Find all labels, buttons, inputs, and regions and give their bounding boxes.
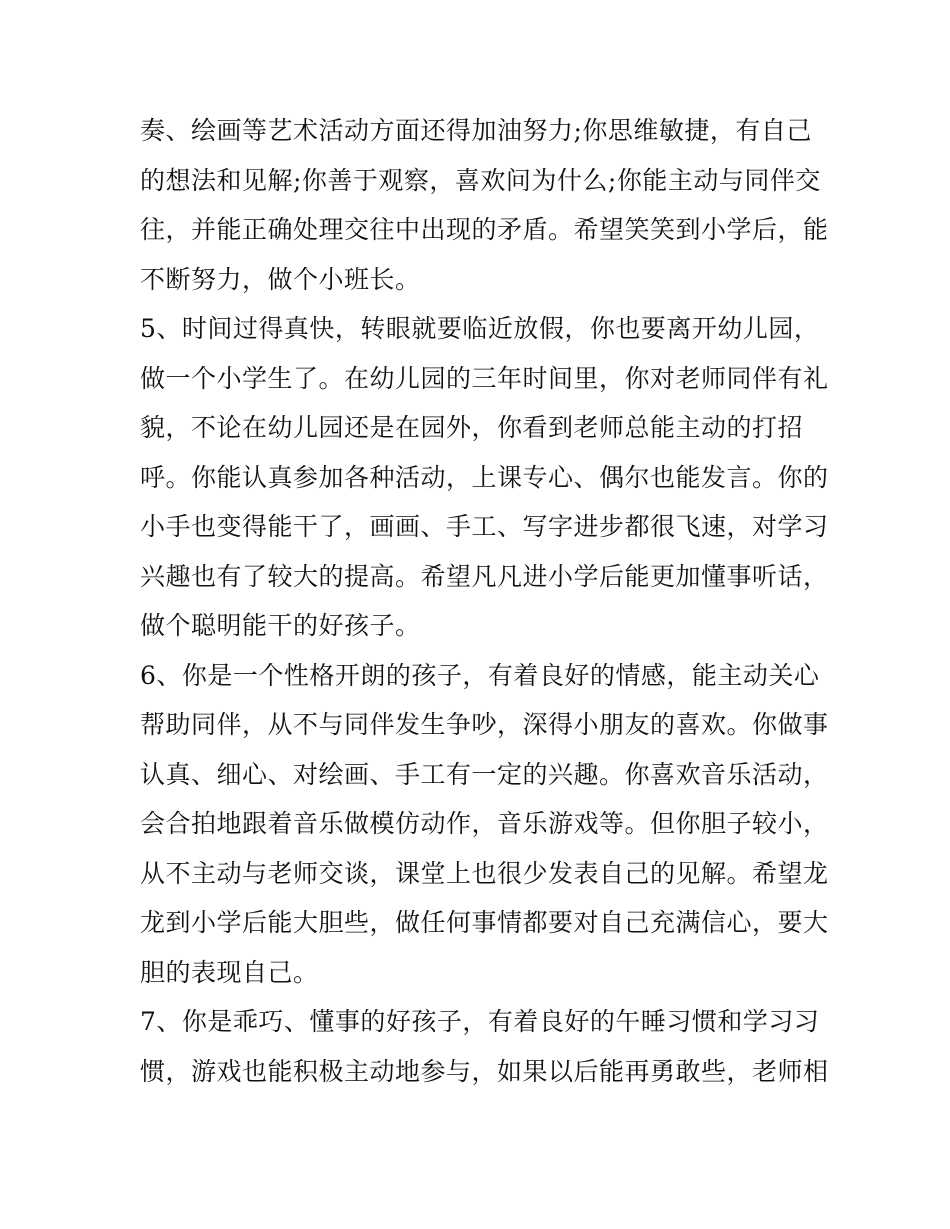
text-line: 奏、绘画等艺术活动方面还得加油努力;你思维敏捷，有自己 [140, 116, 812, 145]
text-line: 会合拍地跟着音乐做模仿动作，音乐游戏等。但你胆子较小， [140, 809, 829, 838]
text-line: 7、你是乖巧、懂事的好孩子，有着良好的午睡习惯和学习习 [140, 1007, 820, 1036]
text-line: 做一个小学生了。在幼儿园的三年时间里，你对老师同伴有礼 [140, 363, 829, 393]
text-line: 貌，不论在幼儿园还是在园外，你看到老师总能主动的打招 [140, 413, 804, 442]
text-line: 5、时间过得真快，转眼就要临近放假，你也要离开幼儿园， [140, 314, 820, 343]
text-line: 龙到小学后能大胆些，做任何事情都要对自己充满信心，要大 [140, 908, 829, 937]
text-line: 呼。你能认真参加各种活动，上课专心、偶尔也能发言。你的 [140, 462, 829, 492]
text-line: 不断努力，做个小班长。 [140, 264, 421, 294]
text-line: 往，并能正确处理交往中出现的矛盾。希望笑笑到小学后，能 [140, 215, 829, 244]
text-line: 小手也变得能干了，画画、手工、写字进步都很飞速，对学习 [140, 512, 829, 541]
text-line: 做个聪明能干的好孩子。 [140, 611, 421, 640]
text-line: 惯，游戏也能积极主动地参与，如果以后能再勇敢些，老师相 [140, 1056, 829, 1086]
text-line: 胆的表现自己。 [140, 957, 319, 987]
text-line: 兴趣也有了较大的提高。希望凡凡进小学后能更加懂事听话， [140, 561, 829, 591]
text-line: 从不主动与老师交谈，课堂上也很少发表自己的见解。希望龙 [140, 858, 829, 888]
text-line: 帮助同伴，从不与同伴发生争吵，深得小朋友的喜欢。你做事 [140, 710, 829, 739]
document-body [140, 106, 830, 1096]
text-line: 认真、细心、对绘画、手工有一定的兴趣。你喜欢音乐活动， [140, 759, 829, 789]
text-line: 6、你是一个性格开朗的孩子，有着良好的情感，能主动关心 [140, 660, 820, 690]
text-line: 的想法和见解;你善于观察，喜欢问为什么;你能主动与同伴交 [140, 165, 821, 195]
